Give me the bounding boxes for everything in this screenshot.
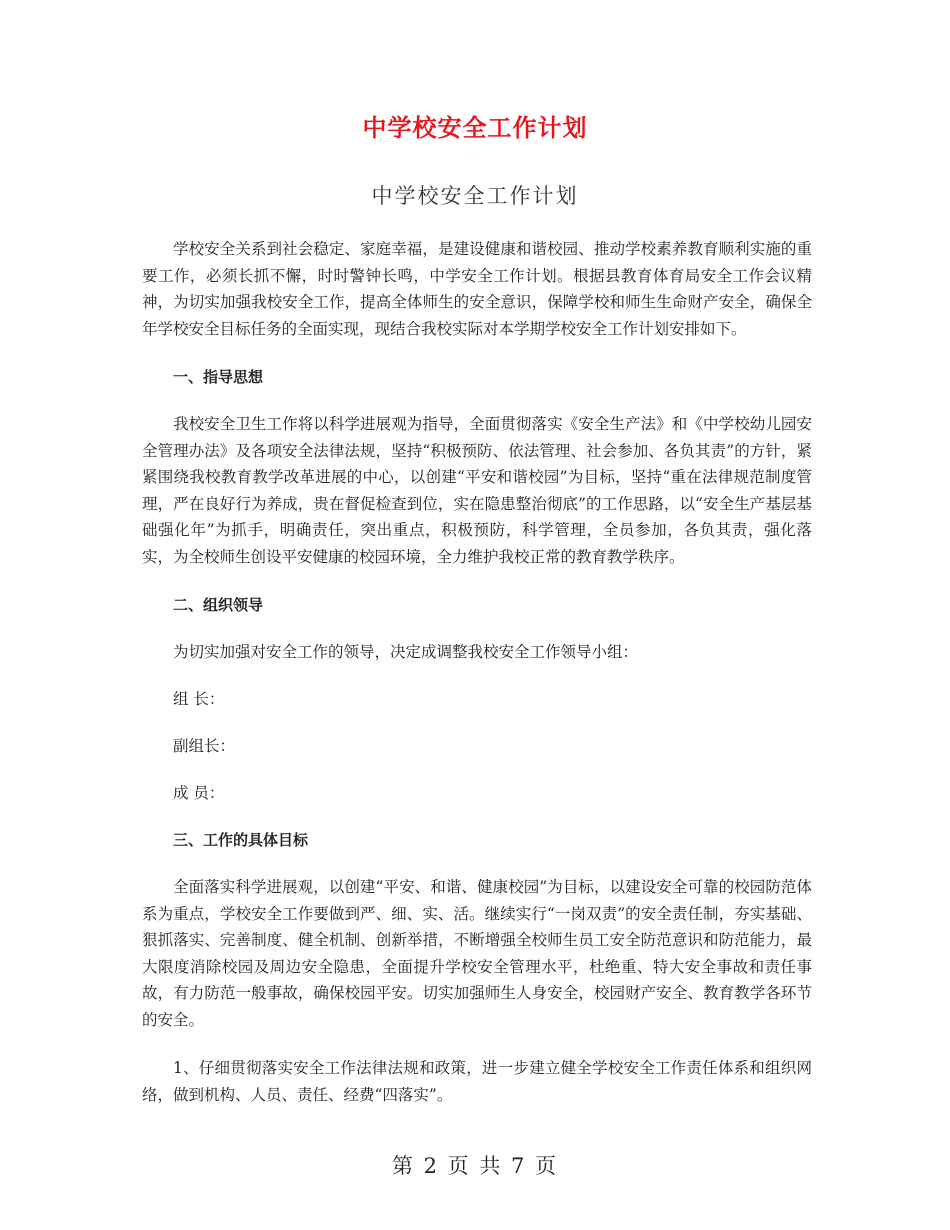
page-footer: 第 2 页 共 7 页 bbox=[391, 1154, 559, 1178]
spacer bbox=[142, 1033, 812, 1055]
goals-item-1: 1、仔细贯彻落实安全工作法律法规和政策，进一步建立健全学校安全工作责任体系和组织网络，做到机构、人员、责任、经费“四落实”。 bbox=[142, 1059, 812, 1104]
spacer bbox=[142, 712, 812, 733]
organization-intro: 为切实加强对安全工作的领导，决定成调整我校安全工作领导小组： bbox=[173, 643, 639, 661]
main-title: 中学校安全工作计划 bbox=[362, 114, 588, 142]
spacer bbox=[142, 759, 812, 780]
spacer bbox=[142, 570, 812, 592]
guiding-paragraph: 我校安全卫生工作将以科学进展观为指导，全面贯彻落实《安全生产法》和《中学校幼儿园安全管理办法》及各项安全法律法规，坚持“积极预防、依法管理、社会参加、各负其责”的方针，紧紧围绕我校教育教学改革进展的中心，以创建“平安和谐校园”为目标，坚持“重在法律规范制度管理，严在良好行为养成，贵在督促检查到位，实在隐患整治彻底”的工作思路，以“安全生产基层基础强化年”为抓手，明确责任，突出重点，积极预防，科学管理，全员参加，各负其责，强化落实，为全校师生创设平安健康的校园环境，全力维护我校正常的教育教学秩序。 bbox=[142, 415, 812, 566]
spacer bbox=[142, 806, 812, 827]
sub-title: 中学校安全工作计划 bbox=[371, 184, 579, 208]
goals-paragraph: 全面落实科学进展观，以创建“平安、和谐、健康校园”为目标，以建设安全可靠的校园防范体系为重点，学校安全工作要做到严、细、实、活。继续实行“一岗双责”的安全责任制，夯实基础、狠抓落实、完善制度、健全机制、创新举措，不断增强全校师生员工安全防范意识和防范能力，最大限度消除校园及周边安全隐患，全面提升学校安全管理水平，杜绝重、特大安全事故和责任事故，有力防范一般事故，确保校园平安。切实加强师生人身安全，校园财产安全、教育教学各环节的安全。 bbox=[142, 878, 812, 1029]
spacer bbox=[142, 342, 812, 364]
document-body bbox=[142, 236, 812, 1108]
section-heading-organization: 二、组织领导 bbox=[173, 596, 264, 614]
group-members: 成 员： bbox=[173, 784, 225, 802]
group-leader: 组 长： bbox=[173, 690, 225, 708]
spacer bbox=[142, 618, 812, 639]
intro-paragraph: 学校安全关系到社会稳定、家庭幸福，是建设健康和谐校园、推动学校素养教育顺利实施的重要工作，必须长抓不懈，时时警钟长鸣，中学安全工作计划。根据县教育体育局安全工作会议精神，为切实加强我校安全工作，提高全体师生的安全意识，保障学校和师生生命财产安全，确保全年学校安全目标任务的全面实现，现结合我校实际对本学期学校安全工作计划安排如下。 bbox=[142, 240, 812, 338]
spacer bbox=[142, 390, 812, 411]
spacer bbox=[142, 665, 812, 686]
section-heading-goals: 三、工作的具体目标 bbox=[173, 831, 309, 849]
spacer bbox=[142, 853, 812, 874]
section-heading-guiding: 一、指导思想 bbox=[173, 368, 264, 386]
group-deputy: 副组长： bbox=[173, 737, 236, 755]
